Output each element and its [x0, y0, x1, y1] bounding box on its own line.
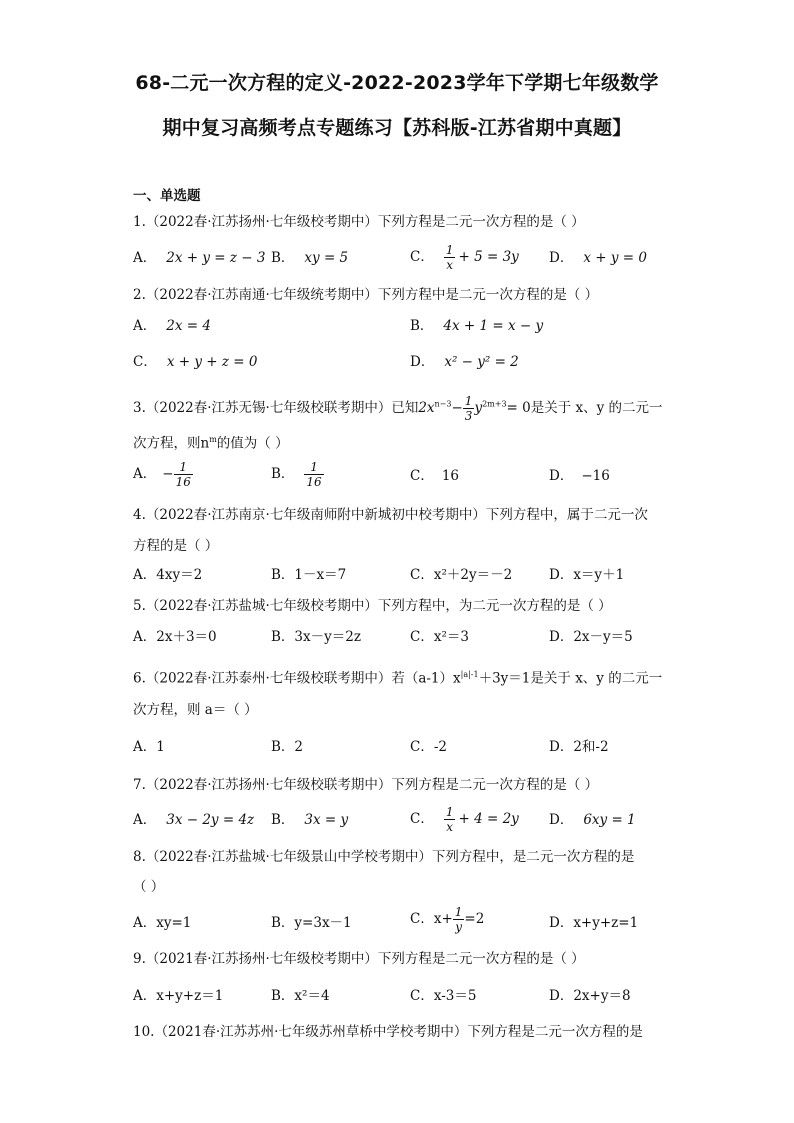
question-9-option-d[interactable]: D．2x+y＝8: [549, 988, 631, 1004]
question-4-stem-line-2: 方程的是（ ）: [133, 538, 219, 554]
question-8-stem-line-1: 8.（2022春·江苏盐城·七年级景山中学校考期中）下列方程中，是二元一次方程的是: [133, 849, 635, 865]
question-9-stem: 9.（2021春·江苏扬州·七年级校考期中）下列方程是二元一次方程的是（ ）: [133, 951, 585, 967]
question-8-stem-line-2: （ ）: [133, 879, 165, 895]
question-1-option-a[interactable]: A． 2x + y = z − 3: [133, 250, 266, 266]
question-3-option-c[interactable]: C． 16: [410, 468, 460, 484]
question-2-stem: 2.（2022春·江苏南通·七年级统考期中）下列方程中是二元一次方程的是（ ）: [133, 287, 599, 303]
question-5-option-c[interactable]: C．x²＝3: [410, 629, 469, 645]
question-6-stem-line-1: 6.（2022春·江苏泰州·七年级校联考期中）若$(a-1)x^{|a|-1}+3y=1$是关于 x、y 的二元一: [133, 670, 663, 687]
question-4-stem-line-1: 4.（2022春·江苏南京·七年级南师附中新城初中校考期中）下列方程中，属于二元一次: [133, 507, 648, 523]
question-5-option-a[interactable]: A．2x＋3＝0: [133, 629, 217, 645]
document-title-line-1: 68-二元一次方程的定义-2022-2023学年下学期七年级数学: [135, 72, 659, 94]
question-5-option-d[interactable]: D．2x－y＝5: [549, 629, 633, 645]
question-6-option-d[interactable]: D．2和-2: [549, 739, 609, 755]
question-7-option-d[interactable]: D． 6xy = 1: [549, 812, 636, 828]
question-6-option-a[interactable]: A．1: [133, 739, 165, 755]
question-8-option-d[interactable]: D．x+y+z=1: [549, 915, 639, 931]
question-1-option-c[interactable]: C． $\frac{1}{x}$ + 5 = 3y: [410, 243, 519, 272]
question-5-stem: 5.（2022春·江苏盐城·七年级校考期中）下列方程中，为二元一次方程的是（ ）: [133, 598, 612, 614]
document-title-line-2: 期中复习高频考点专题练习【苏科版-江苏省期中真题】: [162, 117, 632, 139]
question-9-option-a[interactable]: A．x+y+z＝1: [133, 988, 224, 1004]
question-3-option-a[interactable]: A． − $\frac{1}{16}$: [133, 460, 191, 489]
question-1-option-b[interactable]: B． xy = 5: [271, 250, 349, 266]
question-7-option-a[interactable]: A． 3x − 2y = 4z: [133, 812, 255, 828]
question-6-stem-line-2: 次方程，则 a＝（ ）: [133, 702, 258, 718]
question-10-stem: 10.（2021春·江苏苏州·七年级苏州草桥中学校考期中）下列方程是二元一次方程的是: [133, 1024, 643, 1040]
question-3-stem-line-1: 3.（2022春·江苏无锡·七年级校联考期中）已知$2x^{n-3}-$ $\frac{1}{3}$ $y^{2m+3}= 0$是关于 x、y 的二元一: [133, 394, 663, 423]
question-8-option-c[interactable]: C．x+ $\frac{1}{y}$ =2: [410, 905, 485, 934]
question-2-option-a[interactable]: A． 2x = 4: [133, 318, 211, 334]
question-2-option-d[interactable]: D． x² − y² = 2: [410, 354, 519, 370]
question-4-option-a[interactable]: A．4xy＝2: [133, 567, 203, 583]
question-1-stem: 1.（2022春·江苏扬州·七年级校考期中）下列方程是二元一次方程的是（ ）: [133, 214, 585, 230]
question-8-option-b[interactable]: B．y=3x－1: [271, 915, 352, 931]
question-5-option-b[interactable]: B．3x－y＝2z: [271, 629, 361, 645]
question-6-option-c[interactable]: C．-2: [410, 739, 447, 755]
question-7-stem: 7.（2022春·江苏扬州·七年级校联考期中）下列方程是二元一次方程的是（ ）: [133, 777, 599, 793]
question-3-option-d[interactable]: D． −16: [549, 468, 610, 484]
section-heading: 一、单选题: [133, 188, 201, 204]
question-7-option-c[interactable]: C． $\frac{1}{x}$ + 4 = 2y: [410, 805, 519, 834]
question-3-option-b[interactable]: B． $\frac{1}{16}$: [271, 460, 322, 489]
question-4-option-b[interactable]: B．1－x＝7: [271, 567, 347, 583]
question-2-option-c[interactable]: C． x + y + z = 0: [133, 354, 258, 370]
question-4-option-d[interactable]: D．x＝y＋1: [549, 567, 625, 583]
question-6-option-b[interactable]: B．2: [271, 739, 304, 755]
question-8-option-a[interactable]: A．xy=1: [133, 915, 192, 931]
question-7-option-b[interactable]: B． 3x = y: [271, 812, 349, 828]
question-1-option-d[interactable]: D． x + y = 0: [549, 250, 647, 266]
question-3-stem-line-2: 次方程，则$n^m$的值为（ ）: [133, 435, 289, 452]
question-2-option-b[interactable]: B． 4x + 1 = x − y: [410, 318, 544, 334]
question-9-option-b[interactable]: B．x²＝4: [271, 988, 330, 1004]
question-4-option-c[interactable]: C．x²＋2y＝－2: [410, 567, 513, 583]
question-9-option-c[interactable]: C．x-3＝5: [410, 988, 477, 1004]
